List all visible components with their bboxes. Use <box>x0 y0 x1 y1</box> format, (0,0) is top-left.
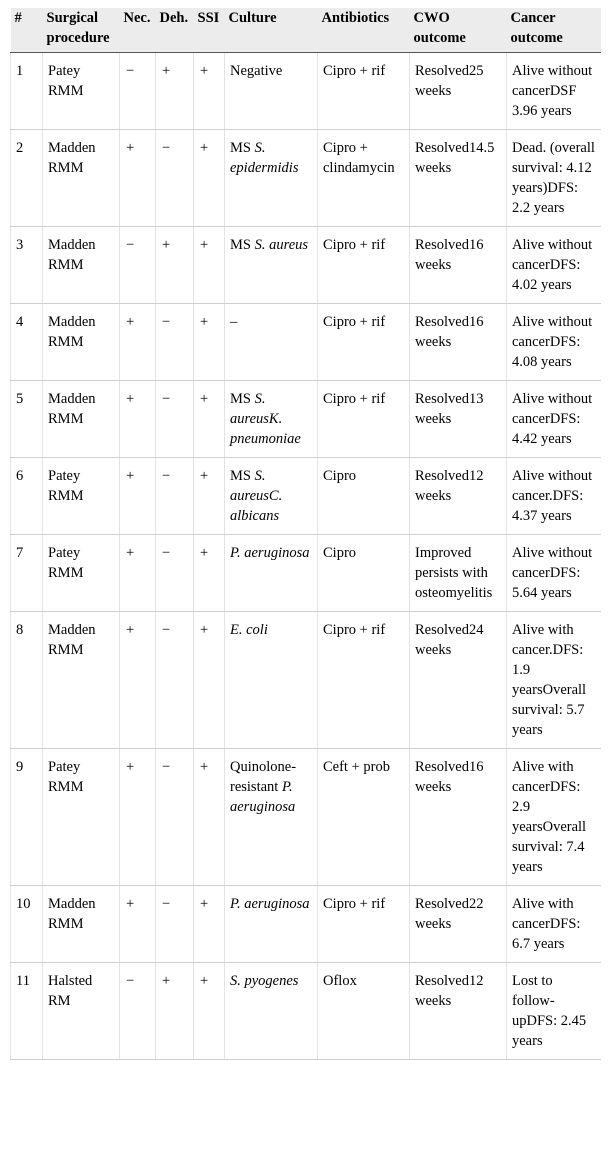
header-cancer-outcome: Cancer outcome <box>507 8 601 52</box>
header-row <box>11 8 601 52</box>
cell-antibiotics: Cipro + rif <box>318 303 410 380</box>
cell-number: 5 <box>11 380 43 457</box>
header-antibiotics: Antibiotics <box>318 8 410 52</box>
cell-cwo-outcome: Resolved12 weeks <box>410 457 507 534</box>
culture-organism: S. aureusK. pneumoniae <box>230 390 301 447</box>
table-row <box>11 885 601 962</box>
cell-number: 4 <box>11 303 43 380</box>
cell-antibiotics: Cipro + rif <box>318 885 410 962</box>
culture-organism: P. aeruginosa <box>230 778 296 815</box>
cell-antibiotics: Oflox <box>318 962 410 1059</box>
cell-culture <box>225 748 318 885</box>
cell-necrosis: + <box>120 457 156 534</box>
cell-procedure: Madden RMM <box>43 611 120 748</box>
cell-procedure: Madden RMM <box>43 226 120 303</box>
header-necrosis: Nec. <box>120 8 156 52</box>
cell-ssi: + <box>194 962 225 1059</box>
cell-dehiscence: − <box>156 534 194 611</box>
cell-antibiotics: Cipro + rif <box>318 226 410 303</box>
cell-ssi: + <box>194 380 225 457</box>
cell-ssi: + <box>194 748 225 885</box>
culture-text: – <box>230 313 238 330</box>
cell-cancer-outcome: Alive without cancerDFS: 5.64 years <box>507 534 601 611</box>
cell-cwo-outcome: Improved persists with osteomyelitis <box>410 534 507 611</box>
cell-procedure: Patey RMM <box>43 534 120 611</box>
cell-ssi: + <box>194 457 225 534</box>
cell-cwo-outcome: Resolved12 weeks <box>410 962 507 1059</box>
cell-dehiscence: + <box>156 226 194 303</box>
culture-organism: S. pyogenes <box>230 972 299 989</box>
cell-cancer-outcome: Alive without cancerDFS: 4.02 years <box>507 226 601 303</box>
cell-cwo-outcome: Resolved14.5 weeks <box>410 129 507 226</box>
culture-text: MS <box>230 139 255 156</box>
table-row <box>11 52 601 129</box>
culture-organism: S. aureus <box>254 236 309 253</box>
cell-necrosis: − <box>120 962 156 1059</box>
cell-cancer-outcome: Alive with cancer.DFS: 1.9 yearsOverall survival: 5.7 years <box>507 611 601 748</box>
cell-necrosis: − <box>120 226 156 303</box>
cell-dehiscence: − <box>156 129 194 226</box>
cell-ssi: + <box>194 129 225 226</box>
cell-culture <box>225 885 318 962</box>
cell-procedure: Patey RMM <box>43 52 120 129</box>
cell-number: 6 <box>11 457 43 534</box>
cell-culture <box>225 129 318 226</box>
table-row <box>11 534 601 611</box>
header-ssi: SSI <box>194 8 225 52</box>
cell-number: 7 <box>11 534 43 611</box>
cell-culture <box>225 380 318 457</box>
culture-text: Quinolone-resistant <box>230 758 297 795</box>
cell-procedure: Madden RMM <box>43 129 120 226</box>
cell-cwo-outcome: Resolved16 weeks <box>410 303 507 380</box>
data-table <box>10 8 601 1060</box>
table-row <box>11 303 601 380</box>
cell-cancer-outcome: Alive without cancer.DFS: 4.37 years <box>507 457 601 534</box>
cell-culture <box>225 534 318 611</box>
culture-organism: P. aeruginosa <box>230 895 310 912</box>
header-number: # <box>11 8 43 52</box>
header-dehiscence: Deh. <box>156 8 194 52</box>
cell-culture <box>225 303 318 380</box>
cell-ssi: + <box>194 52 225 129</box>
culture-text: MS <box>230 467 255 484</box>
cell-necrosis: + <box>120 129 156 226</box>
cell-dehiscence: − <box>156 303 194 380</box>
cell-cwo-outcome: Resolved24 weeks <box>410 611 507 748</box>
cell-ssi: + <box>194 534 225 611</box>
cell-cancer-outcome: Dead. (overall survival: 4.12 years)DFS: 2.2 years <box>507 129 601 226</box>
cell-antibiotics: Cipro <box>318 534 410 611</box>
header-culture: Culture <box>225 8 318 52</box>
header-cwo-outcome: CWO outcome <box>410 8 507 52</box>
cell-cancer-outcome: Alive with cancerDFS: 2.9 yearsOverall survival: 7.4 years <box>507 748 601 885</box>
cell-antibiotics: Ceft + prob <box>318 748 410 885</box>
cell-necrosis: + <box>120 534 156 611</box>
cell-procedure: Patey RMM <box>43 457 120 534</box>
cell-antibiotics: Cipro + clindamycin <box>318 129 410 226</box>
cell-dehiscence: − <box>156 748 194 885</box>
cell-ssi: + <box>194 226 225 303</box>
table-header <box>11 8 601 52</box>
cell-dehiscence: − <box>156 457 194 534</box>
cell-number: 2 <box>11 129 43 226</box>
cell-cwo-outcome: Resolved13 weeks <box>410 380 507 457</box>
cell-culture <box>225 226 318 303</box>
cell-necrosis: + <box>120 885 156 962</box>
cell-procedure: Halsted RM <box>43 962 120 1059</box>
cell-dehiscence: + <box>156 52 194 129</box>
cell-dehiscence: − <box>156 611 194 748</box>
cell-procedure: Patey RMM <box>43 748 120 885</box>
header-surgical-procedure: Surgical procedure <box>43 8 120 52</box>
cell-number: 10 <box>11 885 43 962</box>
cell-procedure: Madden RMM <box>43 303 120 380</box>
culture-organism: P. aeruginosa <box>230 544 310 561</box>
cell-number: 11 <box>11 962 43 1059</box>
cell-culture <box>225 611 318 748</box>
cell-culture <box>225 457 318 534</box>
cell-cwo-outcome: Resolved22 weeks <box>410 885 507 962</box>
cell-dehiscence: − <box>156 885 194 962</box>
table-body <box>11 52 601 1059</box>
cell-number: 9 <box>11 748 43 885</box>
culture-text: Negative <box>230 62 283 79</box>
cell-cancer-outcome: Alive without cancerDSF 3.96 years <box>507 52 601 129</box>
cell-necrosis: + <box>120 380 156 457</box>
cell-antibiotics: Cipro + rif <box>318 380 410 457</box>
cell-ssi: + <box>194 885 225 962</box>
cell-antibiotics: Cipro + rif <box>318 611 410 748</box>
culture-text: MS <box>230 236 255 253</box>
culture-organism: E. coli <box>230 621 268 638</box>
cell-antibiotics: Cipro + rif <box>318 52 410 129</box>
cell-number: 3 <box>11 226 43 303</box>
cell-cancer-outcome: Alive without cancerDFS: 4.08 years <box>507 303 601 380</box>
table-row <box>11 129 601 226</box>
cell-cancer-outcome: Lost to follow-upDFS: 2.45 years <box>507 962 601 1059</box>
cell-culture <box>225 52 318 129</box>
table-row <box>11 457 601 534</box>
cell-number: 1 <box>11 52 43 129</box>
culture-organism: S. epidermidis <box>230 139 299 176</box>
cell-dehiscence: − <box>156 380 194 457</box>
table-row <box>11 380 601 457</box>
culture-text: MS <box>230 390 255 407</box>
cell-necrosis: + <box>120 611 156 748</box>
cell-ssi: + <box>194 611 225 748</box>
cell-number: 8 <box>11 611 43 748</box>
cell-ssi: + <box>194 303 225 380</box>
cell-cancer-outcome: Alive with cancerDFS: 6.7 years <box>507 885 601 962</box>
table-row <box>11 748 601 885</box>
cell-antibiotics: Cipro <box>318 457 410 534</box>
cell-cwo-outcome: Resolved16 weeks <box>410 226 507 303</box>
cell-culture <box>225 962 318 1059</box>
cell-procedure: Madden RMM <box>43 885 120 962</box>
table-row <box>11 962 601 1059</box>
cell-procedure: Madden RMM <box>43 380 120 457</box>
cell-cwo-outcome: Resolved16 weeks <box>410 748 507 885</box>
cell-dehiscence: + <box>156 962 194 1059</box>
culture-organism: S. aureusC. albicans <box>230 467 283 524</box>
cell-necrosis: + <box>120 748 156 885</box>
table-row <box>11 226 601 303</box>
cell-necrosis: + <box>120 303 156 380</box>
table-row <box>11 611 601 748</box>
cell-necrosis: − <box>120 52 156 129</box>
cell-cwo-outcome: Resolved25 weeks <box>410 52 507 129</box>
cell-cancer-outcome: Alive without cancerDFS: 4.42 years <box>507 380 601 457</box>
